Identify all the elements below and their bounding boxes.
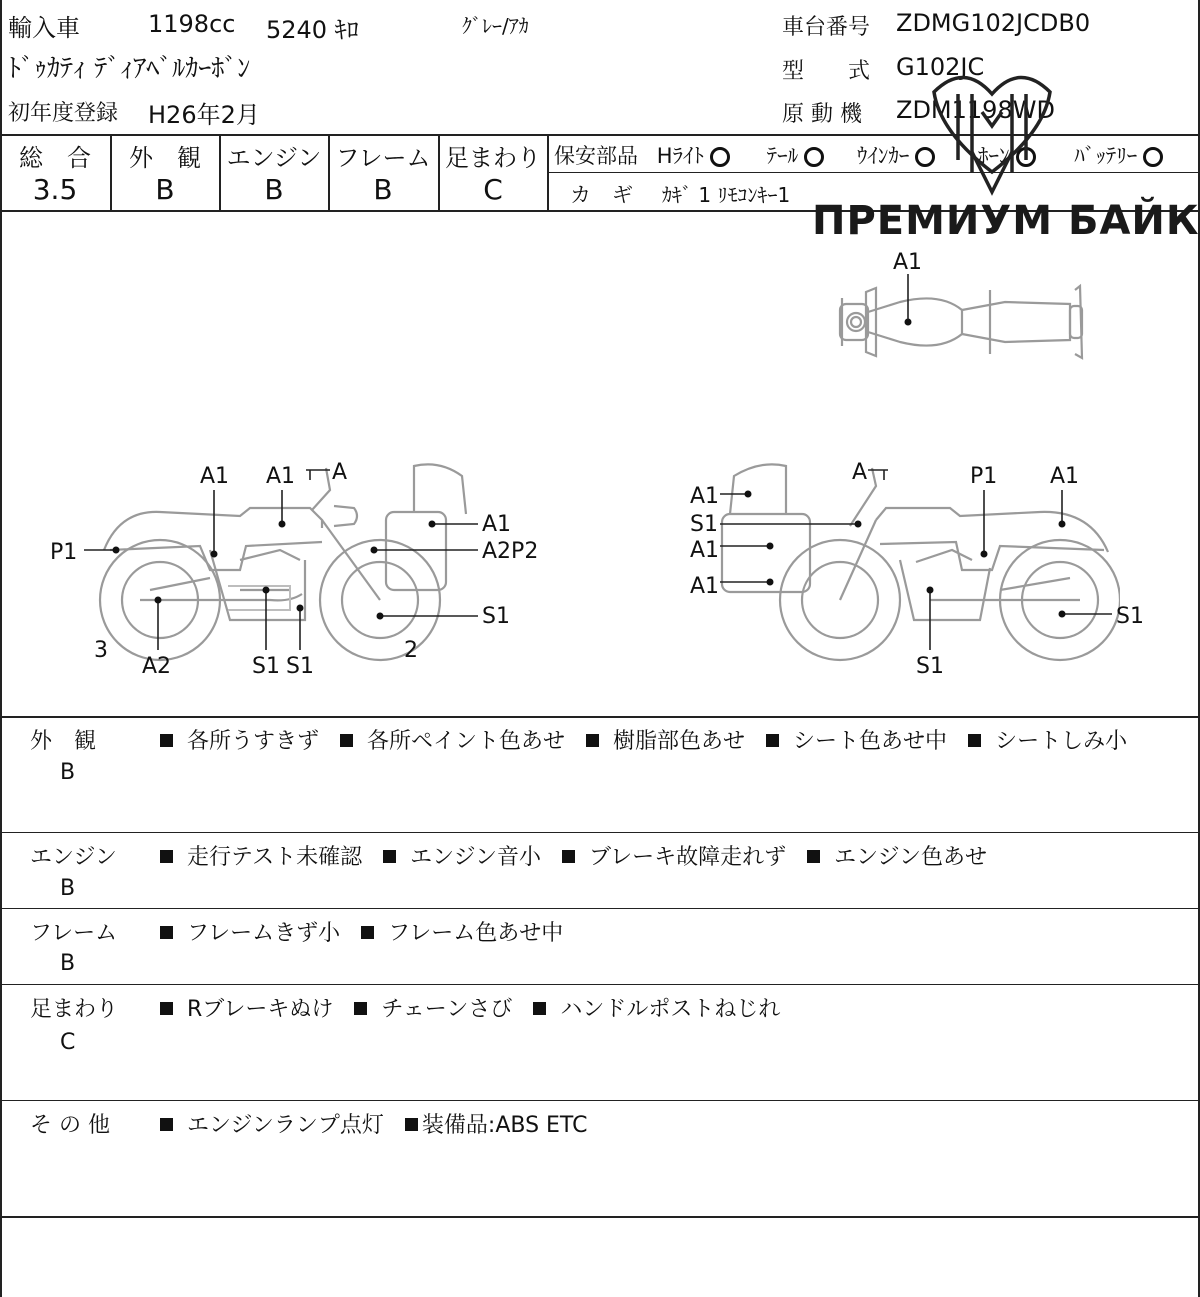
diagram-label: S1 [482, 604, 510, 629]
diagram-label: P1 [50, 540, 78, 565]
mileage: 5240 ｷﾛ [266, 16, 359, 44]
note-grade: C [60, 1030, 76, 1055]
notes-bottom-line [0, 1216, 1200, 1218]
grade-value-overall: 3.5 [32, 173, 78, 206]
diagram-label: S1 [286, 654, 314, 679]
diagram-label: A2 [142, 654, 172, 679]
note-item [160, 840, 362, 871]
square-bullet-icon [361, 926, 374, 939]
diagram-label: S1 [1116, 604, 1144, 629]
diagram-label: P1 [970, 464, 998, 489]
square-bullet-icon [160, 1118, 173, 1131]
square-bullet-icon [533, 1002, 546, 1015]
square-bullet-icon [807, 850, 820, 863]
notes-divider [0, 908, 1200, 909]
note-item [160, 916, 340, 947]
note-item [562, 840, 786, 871]
ok-circle-icon [804, 147, 824, 167]
note-item-text: シート色あせ中 [793, 729, 948, 754]
safety-row [554, 140, 1163, 170]
note-category: フレーム [30, 921, 118, 946]
note-item [586, 724, 745, 755]
import-label: 輸入車 [8, 14, 80, 42]
square-bullet-icon [340, 734, 353, 747]
note-item [160, 724, 319, 755]
note-items-exterior [160, 724, 1141, 755]
note-item-text: シートしみ小 [995, 729, 1128, 754]
grade-header-overall: 総 合 [19, 144, 91, 172]
note-items-other [160, 1108, 601, 1139]
note-items-frame [160, 916, 577, 947]
registration-value: H26年2月 [148, 101, 260, 129]
premium-bike-logo-icon [924, 52, 1060, 202]
note-items-suspension [160, 992, 794, 1023]
left-pointer-lines [0, 450, 600, 670]
diagram-label: A [852, 460, 868, 485]
note-item-text: 各所うすきず [187, 729, 320, 754]
note-item [354, 992, 512, 1023]
note-category: 外 観 [30, 729, 97, 754]
note-grade: B [60, 760, 76, 785]
grade-header-engine: エンジン [226, 144, 322, 172]
grade-header-exterior: 外 観 [129, 144, 201, 172]
note-category: エンジン [30, 845, 117, 870]
note-category: そ の 他 [30, 1113, 110, 1138]
notes-divider [0, 984, 1200, 985]
type-value: G102JC [896, 53, 985, 81]
ok-circle-icon [1143, 147, 1163, 167]
diagram-label: S1 [690, 512, 718, 537]
displacement: 1198cc [148, 10, 236, 38]
square-bullet-icon [562, 850, 575, 863]
diagram-label: A2P2 [482, 539, 539, 564]
square-bullet-icon [160, 1002, 173, 1015]
square-bullet-icon [160, 850, 173, 863]
note-item-text: フレームきず小 [187, 921, 341, 946]
safety-item-tail [767, 140, 825, 170]
note-item [340, 724, 565, 755]
engine-label: 原 動 機 [782, 102, 862, 127]
diagram-label: 2 [404, 638, 418, 663]
note-item-text: チェーンさび [381, 997, 513, 1022]
notes-divider [0, 1100, 1200, 1101]
registration-label: 初年度登録 [8, 101, 119, 126]
square-bullet-icon [405, 1118, 418, 1131]
note-item-text: フレーム色あせ中 [388, 921, 564, 946]
note-item [533, 992, 780, 1023]
note-item-text: 樹脂部色あせ [613, 729, 746, 754]
safety-item-battery [1074, 140, 1163, 170]
diagram-label: A1 [482, 512, 512, 537]
chassis-label: 車台番号 [782, 15, 871, 40]
note-item [383, 840, 541, 871]
note-grade: B [60, 951, 76, 976]
note-item [160, 1108, 384, 1139]
note-item [968, 724, 1127, 755]
diagram-label: S1 [252, 654, 280, 679]
grade-header-suspension: 足まわり [445, 144, 541, 172]
note-item-text: 装備品:ABS ETC [421, 1113, 588, 1138]
note-grade: B [60, 876, 76, 901]
diagram-label: 3 [94, 638, 108, 663]
diagram-label: A1 [1050, 464, 1080, 489]
ok-circle-icon [710, 147, 730, 167]
safety-item-name: ﾊﾞｯﾃﾘｰ [1074, 144, 1138, 168]
diagram-label: A1 [266, 464, 296, 489]
notes-divider [0, 832, 1200, 833]
diagram-label: A1 [690, 538, 720, 563]
type-label: 型 式 [782, 59, 871, 84]
note-item-text: Rブレーキぬけ [187, 997, 334, 1022]
diagram-label: A1 [690, 574, 720, 599]
grade-header-frame: フレーム [335, 144, 431, 172]
grade-value-suspension: C [483, 173, 503, 206]
square-bullet-icon [160, 734, 173, 747]
safety-item-name: Hﾗｲﾄ [656, 144, 704, 168]
diagram-label: S1 [916, 654, 944, 679]
grade-value-exterior: B [155, 173, 175, 206]
safety-item-name: ﾎｰﾝ [978, 144, 1010, 168]
square-bullet-icon [766, 734, 779, 747]
watermark-text: ПРЕМИУМ БАЙК [812, 198, 1200, 244]
grade-value-frame: B [373, 173, 393, 206]
note-item-text: ブレーキ故障走れず [589, 845, 787, 870]
note-item-text: エンジンランプ点灯 [187, 1113, 384, 1138]
note-item-text: エンジン色あせ [834, 845, 988, 870]
right-pointer-lines [600, 450, 1200, 670]
safety-label: 保安部品 [554, 144, 638, 168]
model-name: ﾄﾞｩｶﾃｨ ﾃﾞｨｱﾍﾞﾙｶｰﾎﾞﾝ [8, 54, 251, 84]
safety-item-headlight [657, 140, 730, 170]
key-value: ｶｷﾞ 1 ﾘﾓｺﾝｷｰ1 [662, 183, 791, 207]
note-item-text: エンジン音小 [410, 845, 542, 870]
note-item-text: ハンドルポストねじれ [560, 997, 781, 1022]
note-item [807, 840, 987, 871]
safety-divider [548, 172, 1200, 173]
diagram-label: A1 [200, 464, 230, 489]
note-item [160, 992, 333, 1023]
engine-value: ZDM1198WD [896, 96, 1055, 124]
key-label: カ ギ [570, 183, 633, 207]
note-item-text: 走行テスト未確認 [187, 845, 363, 870]
safety-item-name: ｳｲﾝｶｰ [856, 144, 910, 168]
grade-value-engine: B [264, 173, 284, 206]
safety-item-name: ﾃｰﾙ [766, 144, 799, 168]
note-item [405, 1108, 588, 1139]
note-category: 足まわり [30, 997, 119, 1022]
note-items-engine [160, 840, 1001, 871]
diagram-label: A [332, 460, 348, 485]
square-bullet-icon [586, 734, 599, 747]
motorcycle-top-view [830, 280, 1100, 364]
square-bullet-icon [354, 1002, 367, 1015]
label-pointer [900, 272, 920, 324]
square-bullet-icon [383, 850, 396, 863]
chassis-value: ZDMG102JCDB0 [896, 9, 1091, 37]
square-bullet-icon [968, 734, 981, 747]
color-value: ｸﾞﾚｰ/ｱｶ [462, 14, 529, 38]
diagram-label: A1 [893, 250, 923, 275]
note-item [361, 916, 563, 947]
note-item-text: 各所ペイント色あせ [367, 729, 566, 754]
square-bullet-icon [160, 926, 173, 939]
note-item [766, 724, 947, 755]
diagram-label: A1 [690, 484, 720, 509]
diagram-bottom-line [0, 716, 1200, 718]
